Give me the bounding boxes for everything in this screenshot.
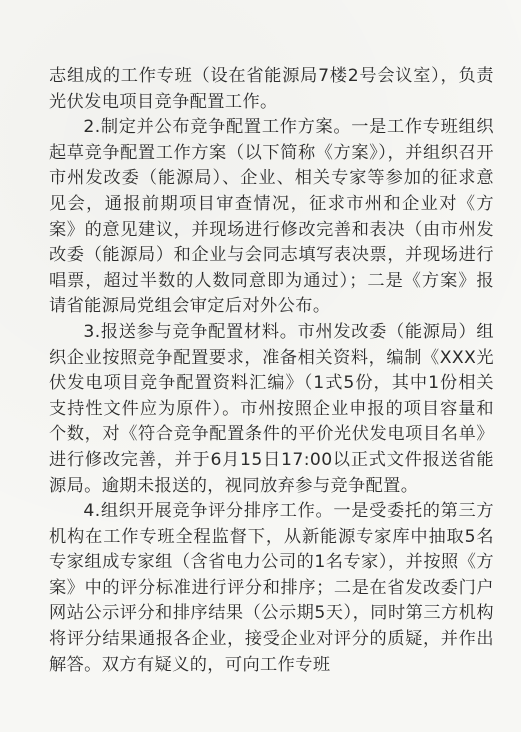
document-body xyxy=(49,64,494,678)
paragraph-item-3: 3.报送参与竞争配置材料。市州发改委（能源局）组织企业按照竞争配置要求，准备相关资料，编制《XXX光伏发电项目竞争配置资料汇编》（1式5份，其中1份相关支持性文件应为原件）。市州按照企业申报的项目容量和个数，对《符合竞争配置条件的平价光伏发电项目名单》进行修改完善，并于6月15日17:00以正式文件报送省能源局。逾期未报送的，视同放弃参与竞争配置。 xyxy=(49,321,494,496)
paragraph-item-2: 2.制定并公布竞争配置工作方案。一是工作专班组织起草竞争配置工作方案（以下简称《方案》），并组织召开市州发改委（能源局）、企业、相关专家等参加的征求意见会，通报前期项目审查情况，征求市州和企业对《方案》的意见建议，并现场进行修改完善和表决（由市州发改委（能源局）和企业与会同志填写表决票，并现场进行唱票，超过半数的人数同意即为通过）；二是《方案》报请省能源局党组会审定后对外公布。 xyxy=(49,117,494,317)
paragraph-item-4: 4.组织开展竞争评分排序工作。一是受委托的第三方机构在工作专班全程监督下，从新能源专家库中抽取5名专家组成专家组（含省电力公司的1名专家），并按照《方案》中的评分标准进行评分和排序；二是在省发改委门户网站公示评分和排序结果（公示期5天），同时第三方机构将评分结果通报各企业，接受企业对评分的质疑，并作出解答。双方有疑义的，可向工作专班 xyxy=(49,501,494,675)
paragraph-continuation: 志组成的工作专班（设在省能源局7楼2号会议室），负责光伏发电项目竞争配置工作。 xyxy=(49,66,494,112)
